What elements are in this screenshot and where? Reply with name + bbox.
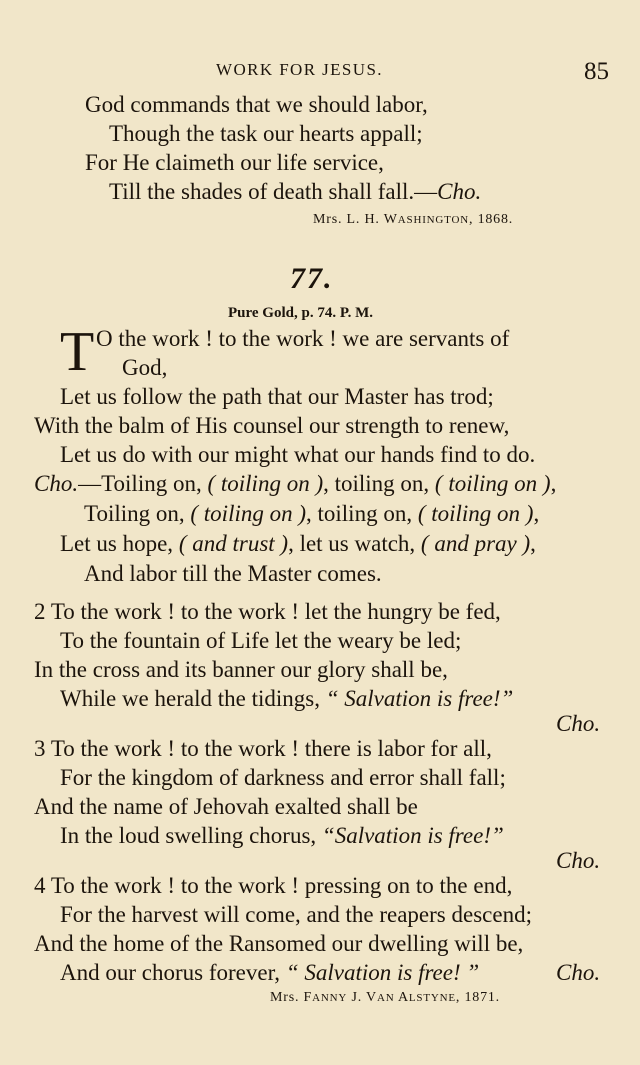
stanza-number: 3 <box>34 736 46 761</box>
stanza3-line-3: And the name of Jehovah exalted shall be <box>34 794 418 819</box>
stanza3-chorus-cue: Cho. <box>556 848 601 873</box>
hymn-attribution: Mrs. FANNY J. VAN ALSTYNE, 1871. <box>270 990 500 1005</box>
prev-attribution: Mrs. L. H. WASHINGTON, 1868. <box>313 212 514 227</box>
stanza2-chorus-cue: Cho. <box>556 711 601 736</box>
chorus-line-2: Toiling on, ( toiling on ), toiling on, ( toiling on ), <box>84 501 540 526</box>
chorus-line-4: And labor till the Master comes. <box>84 561 382 586</box>
stanza4-chorus-cue: Cho. <box>556 960 601 985</box>
stanza3-line-1: 3 To the work ! to the work ! there is labor for all, <box>34 736 492 761</box>
stanza3-line-4: In the loud swelling chorus, “Salvation is free!” <box>60 823 504 848</box>
drop-cap: T <box>60 321 95 383</box>
stanza4-line-2: For the harvest will come, and the reapers descend; <box>60 902 532 927</box>
stanza1-line-1-cont: God, <box>122 355 168 380</box>
stanza4-line-1: 4 To the work ! to the work ! pressing on to the end, <box>34 873 513 898</box>
prev-line-4: Till the shades of death shall fall.—Cho. <box>109 179 482 204</box>
stanza4-line-4: And our chorus forever, “ Salvation is free! ” <box>60 960 480 985</box>
chorus-line-1: Cho.—Toiling on, ( toiling on ), toiling on, ( toiling on ), <box>34 471 557 496</box>
stanza2-line-1: 2 To the work ! to the work ! let the hungry be fed, <box>34 599 501 624</box>
stanza2-line-2: To the fountain of Life let the weary be led; <box>60 628 462 653</box>
stanza3-line-2: For the kingdom of darkness and error shall fall; <box>60 765 506 790</box>
stanza1-line-2: Let us follow the path that our Master has trod; <box>60 384 494 409</box>
stanza1-line-4: Let us do with our might what our hands find to do. <box>60 442 536 467</box>
page-number: 85 <box>584 58 609 85</box>
hymn-number: 77. <box>290 262 334 295</box>
chorus-line-3: Let us hope, ( and trust ), let us watch, ( and pray ), <box>60 531 536 556</box>
stanza1-line-1: O the work ! to the work ! we are servants of <box>96 326 510 351</box>
stanza2-line-4: While we herald the tidings, “ Salvation is free!” <box>60 686 514 711</box>
tune-reference: Pure Gold, p. 74. P. M. <box>228 305 374 321</box>
prev-line-1: God commands that we should labor, <box>85 92 428 117</box>
stanza4-line-3: And the home of the Ransomed our dwelling will be, <box>34 931 524 956</box>
stanza2-line-3: In the cross and its banner our glory shall be, <box>34 657 448 682</box>
chorus-label: Cho. <box>34 471 79 496</box>
stanza1-line-3: With the balm of His counsel our strength to renew, <box>34 413 510 438</box>
chorus-cue: Cho. <box>437 179 482 204</box>
prev-line-2: Though the task our hearts appall; <box>109 121 423 146</box>
prev-line-3: For He claimeth our life service, <box>85 150 384 175</box>
running-title: WORK FOR JESUS. <box>216 60 383 79</box>
stanza-number: 4 <box>34 873 46 898</box>
stanza-number: 2 <box>34 599 46 624</box>
